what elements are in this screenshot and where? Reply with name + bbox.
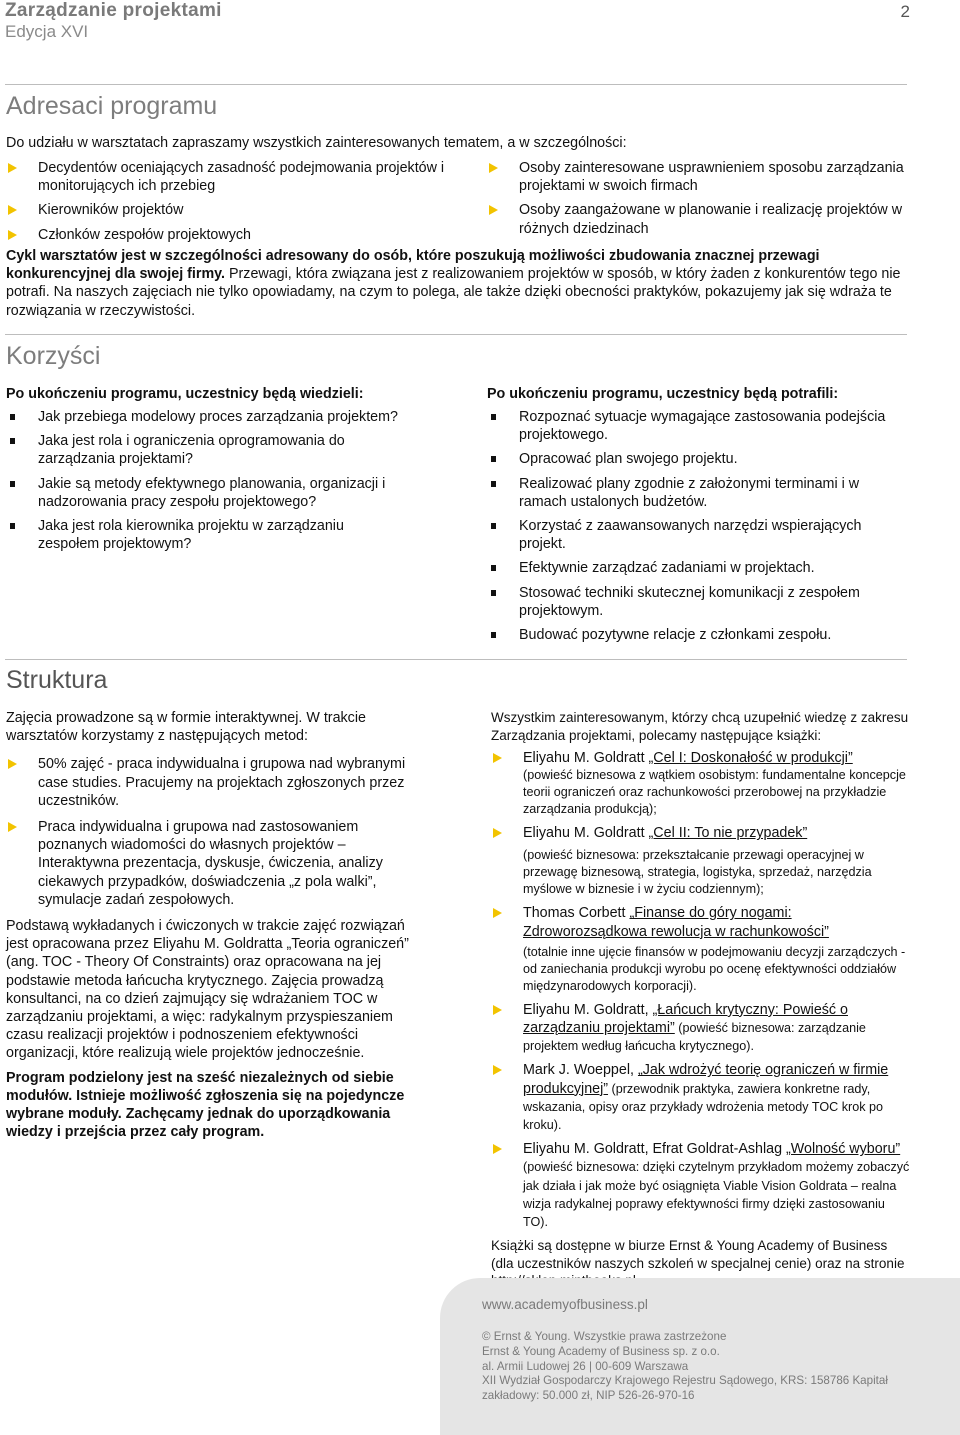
books-outro: Książki są dostępne w biurze Ernst & Young Academy of Business (dla uczestników naszych szkoleń w specjalnej cenie) oraz na stronie (491, 1237, 911, 1290)
books-list (491, 749, 911, 1231)
header-edition: Edycja XVI (5, 22, 89, 41)
list-item: Jakie są metody efektywnego planowania, organizacji i nadzorowania pracy zespołu projektowego? (6, 475, 406, 511)
list-item: Decydentów oceniających zasadność podejmowania projektów i monitorujących ich przebieg (6, 159, 446, 195)
struktura-paragraph: Podstawą wykładanych i ćwiczonych w trakcie zajęć rozwiązań jest opracowana przez Eliyahu M. Goldratta „Teoria ograniczeń” (ang. TOC - Theory Of Constraints) oraz opracowana na jej podstawie metoda łańcucha krytycznego. Zajęcia prowadzą konsultanci, na co dzień zajmujący się wdrażaniem TOC w zarządzaniu projektami, a więc: radykalnym przyspieszaniem czasu realizacji projektów i podnoszeniem efektywności organizacji, które realizują wiele projektów jednocześnie. (6, 918, 409, 1062)
list-item: Kierowników projektów (6, 201, 446, 219)
book-item: Eliyahu M. Goldratt, „Łańcuch krytyczny: Powieść o zarządzaniu projektami” (powieść biznesowa: zarządzanie projektem według łańcucha krytycznego). (491, 1001, 911, 1056)
divider (5, 84, 907, 85)
korzysci-right-list (487, 408, 907, 650)
list-item: Rozpoznać sytuacje wymagające zastosowania podejścia projektowego. (487, 408, 907, 444)
footer-legal: © Ernst & Young. Wszystkie prawa zastrzeżone Ernst & Young Academy of Business sp. z o.o. al. Armii Ludowej 26 | 00-609 Warszawa XII Wydział Gospodarczy Krajowego Rejestru Sądowego, KRS: 158786 Kapitał zakładowy: 50.000 zł, NIP 526-26-970-16 (482, 1330, 888, 1403)
footer-url[interactable]: www.academyofbusiness.pl (482, 1297, 648, 1312)
adresaci-left-list (6, 159, 446, 244)
adresaci-right-list (487, 159, 907, 238)
list-item: Osoby zaangażowane w planowanie i realizację projektów w różnych dziedzinach (487, 201, 907, 237)
books-column (491, 709, 911, 1290)
list-item: Efektywnie zarządzać zadaniami w projektach. (487, 559, 907, 577)
divider (5, 659, 907, 660)
book-item: Thomas Corbett „Finanse do góry nogami: Zdroworozsądkowa rewolucja w rachunkowości” (totalnie inne ujęcie finansów w podejmowaniu decyzji zarządczych - od zaniechania produkcji wyrobu po ocenę efektywności oddziałów międzynarodowych korporacji). (491, 904, 911, 994)
divider (5, 334, 907, 335)
korzysci-right-heading: Po ukończeniu programu, uczestnicy będą potrafili: (487, 386, 839, 402)
list-item: Jaka jest rola kierownika projektu w zarządzaniu zespołem projektowym? (6, 517, 406, 553)
list-item: Jaka jest rola i ograniczenia oprogramowania do zarządzania projektami? (6, 432, 406, 468)
list-item: Opracować plan swojego projektu. (487, 450, 907, 468)
book-item: Mark J. Woeppel, „Jak wdrożyć teorię ograniczeń w firmie produkcyjnej” (przewodnik praktyka, zawiera konkretne rady, wskazania, opisy oraz przykłady wdrożenia metody TOC krok po kroku). (491, 1061, 911, 1134)
book-item: Eliyahu M. Goldratt „Cel I: Doskonałość w produkcji” (powieść biznesowa z wątkiem osobistym: fundamentalne koncepcje teorii ograniczeń oraz rachunkowości przerobowej na przykładzie zarządzania produkcją); (491, 749, 911, 818)
struktura-column (6, 709, 426, 1141)
adresaci-intro: Do udziału w warsztatach zapraszamy wszystkich zainteresowanych tematem, a w szczególności: (6, 135, 627, 151)
section-heading-adresaci: Adresaci programu (6, 92, 218, 120)
book-item: Eliyahu M. Goldratt, Efrat Goldrat-Ashlag „Wolność wyboru” (powieść biznesowa: dzięki czytelnym przykładom możemy zobaczyć jak działa i jak może być osiągnięta Viable Vision Goldrata – realna wizja radykalnej poprawy efektywności firmy dzięki zastosowaniu TO). (491, 1140, 911, 1231)
section-heading-korzysci: Korzyści (6, 342, 101, 370)
adresaci-paragraph: Cykl warsztatów jest w szczególności adresowany do osób, które poszukują możliwości zbudowania znacznej przewagi konkurencyjnej dla swojej firmy. Przewagi, która związana jest z realizowaniem projektów w sposób, w który żaden z konkurentów tego nie potrafi. Na naszych zajęciach nie tylko opowiadamy, na czym to polega, ale także dzięki obecności praktyków, pokazujemy jak się wdraża te rozwiązania w rzeczywistości. (6, 248, 901, 319)
page-number: 2 (900, 2, 910, 21)
list-item: Budować pozytywne relacje z członkami zespołu. (487, 626, 907, 644)
struktura-bold-paragraph: Program podzielony jest na sześć niezależnych od siebie modułów. Istnieje możliwość zgłoszenia się na pojedyncze wybrane moduły. Zachęcamy jednak do uporządkowania wiedzy i przejścia przez cały program. (6, 1069, 405, 1141)
list-item: Członków zespołów projektowych (6, 226, 446, 244)
list-item: Stosować techniki skutecznej komunikacji z zespołem projektowym. (487, 584, 907, 620)
struktura-intro: Zajęcia prowadzone są w formie interaktywnej. W trakcie warsztatów korzystamy z następujących metod: (6, 710, 366, 745)
books-intro: Wszystkim zainteresowanym, którzy chcą uzupełnić wiedzę z zakresu Zarządzania projektami, polecamy następujące książki: (491, 710, 909, 743)
korzysci-left-list (6, 408, 406, 559)
header-title: Zarządzanie projektami (5, 0, 222, 21)
list-item: Jak przebiega modelowy proces zarządzania projektem? (6, 408, 406, 426)
list-item: Osoby zainteresowane usprawnieniem sposobu zarządzania projektami w swoich firmach (487, 159, 907, 195)
list-item: Praca indywidualna i grupowa nad zastosowaniem poznanych wiadomości do własnych projektów – Interaktywna prezentacja, dyskusje, ćwiczenia, analizy ciekawych przypadków, doświadczenia „z pola walki”, symulacje zadań zespołowych. (6, 818, 426, 909)
list-item: 50% zajęć - praca indywidualna i grupowa nad wybranymi case studies. Pracujemy na projektach zgłoszonych przez uczestników. (6, 755, 426, 810)
struktura-methods-list (6, 755, 426, 909)
korzysci-left-heading: Po ukończeniu programu, uczestnicy będą wiedzieli: (6, 386, 364, 402)
book-item: Eliyahu M. Goldratt „Cel II: To nie przypadek” (powieść biznesowa: przekształcanie przewagi operacyjnej w przewagę biznesową, strategia, logistyka, sprzedaż, narzędzia myślowe w biznesie i w życiu codziennym); (491, 824, 911, 898)
section-heading-struktura: Struktura (6, 666, 108, 694)
list-item: Korzystać z zaawansowanych narzędzi wspierających projekt. (487, 517, 907, 553)
list-item: Realizować plany zgodnie z założonymi terminami i w ramach ustalonych budżetów. (487, 475, 907, 511)
